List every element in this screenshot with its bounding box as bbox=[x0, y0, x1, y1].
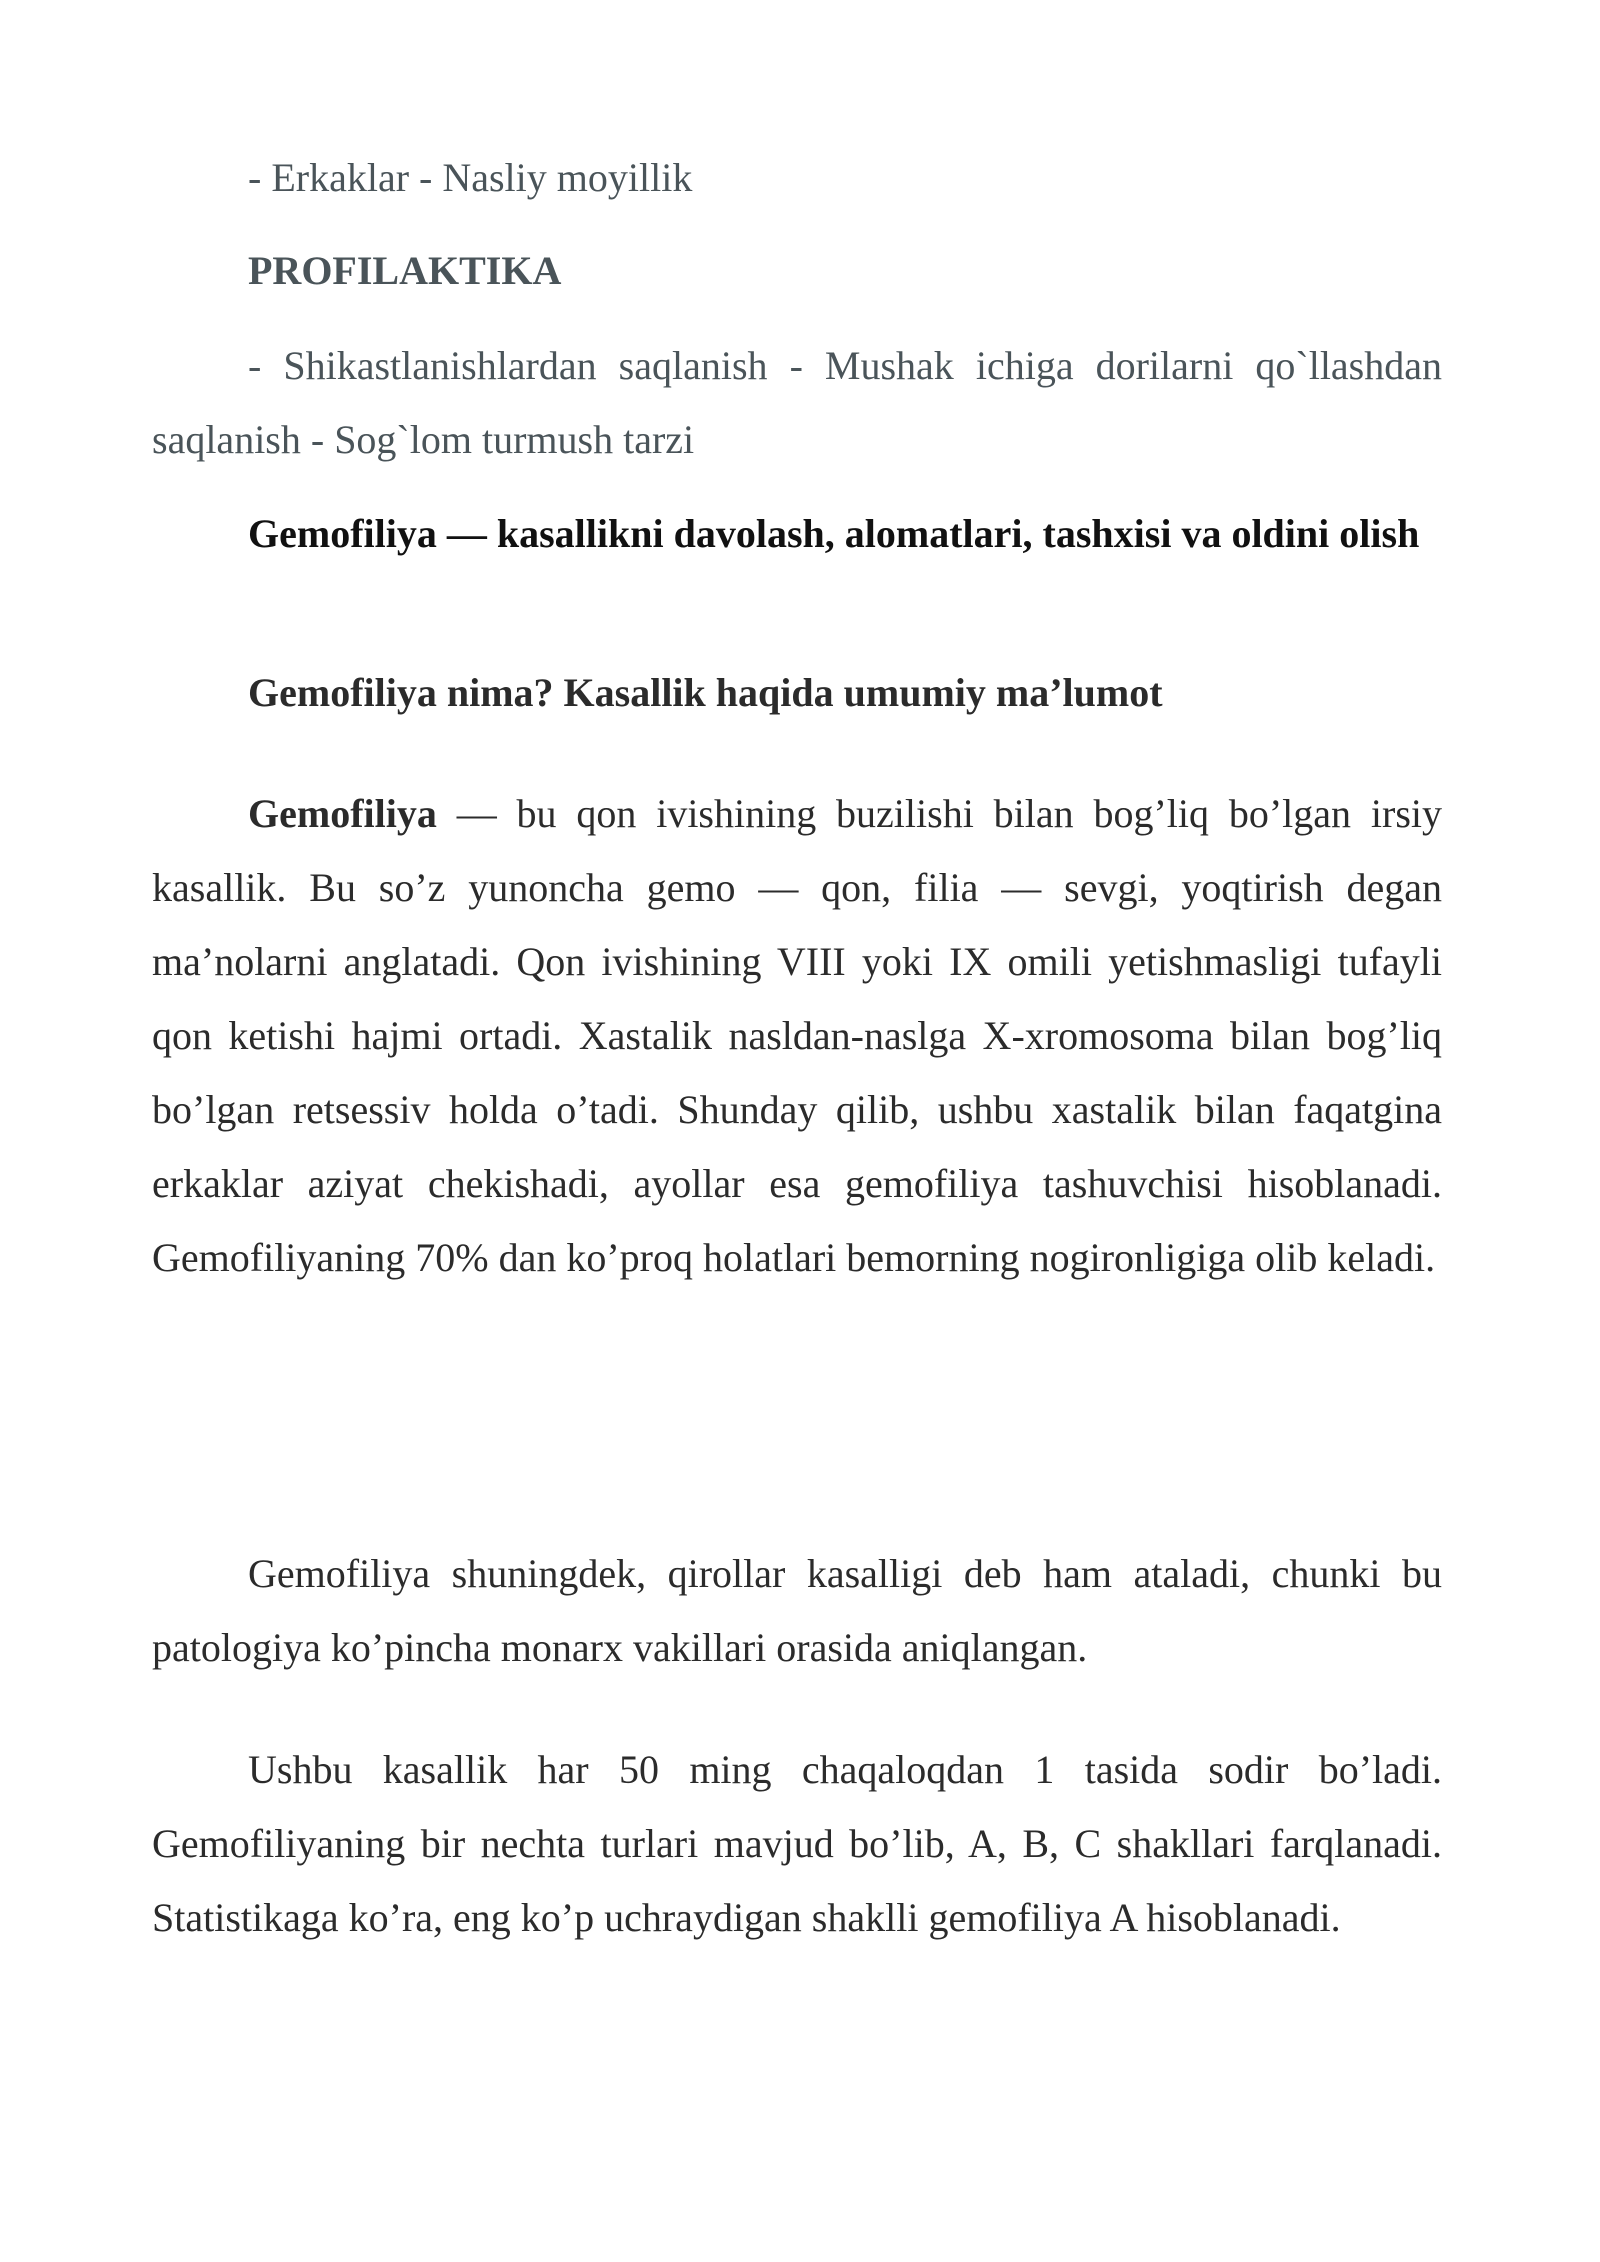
paragraph-definition bbox=[152, 777, 1442, 1295]
risk-factors-line: - Erkaklar - Nasliy moyillik bbox=[248, 155, 693, 200]
paragraph-royal-disease: Gemofiliya shuningdek, qirollar kasalligi deb ham ataladi, chunki bu patologiya ko’pincha monarx vakillari orasida aniqlangan. bbox=[152, 1551, 1442, 1670]
definition-text: — bu qon ivishining buzilishi bilan bog’liq bo’lgan irsiy kasallik. Bu so’z yunoncha gemo — qon, filia — sevgi, yoqtirish degan ma’nolarni anglatadi. Qon ivishining VIII yoki IX omili yetishmasligi tufayli qon ketishi hajmi ortadi. Xastalik nasldan-naslga X-xromosoma bilan bog’liq bo’lgan retsessiv holda o’tadi. Shunday qilib, ushbu xastalik bilan faqatgina erkaklar aziyat chekishadi, ayollar esa gemofiliya tashuvchisi hisoblanadi. Gemofiliyaning 70% dan ko’proq holatlari bemorning nogironligiga olib keladi. bbox=[152, 791, 1442, 1280]
paragraph-statistics: Ushbu kasallik har 50 ming chaqaloqdan 1 tasida sodir bo’ladi. Gemofiliyaning bir nechta turlari mavjud bo’lib, A, B, C shakllari farqlanadi. Statistikaga ko’ra, eng ko’p uchraydigan shaklli gemofiliya A hisoblanadi. bbox=[152, 1747, 1442, 1940]
heading-profilaktika: PROFILAKTIKA bbox=[248, 248, 562, 293]
sub-title: Gemofiliya nima? Kasallik haqida umumiy ma’lumot bbox=[248, 670, 1163, 715]
prevention-paragraph: - Shikastlanishlardan saqlanish - Mushak ichiga dorilarni qo`llashdan saqlanish - Sog`lom turmush tarzi bbox=[152, 343, 1442, 462]
main-title: Gemofiliya — kasallikni davolash, alomatlari, tashxisi va oldini olish bbox=[248, 511, 1420, 556]
term-gemofiliya: Gemofiliya bbox=[248, 791, 437, 836]
